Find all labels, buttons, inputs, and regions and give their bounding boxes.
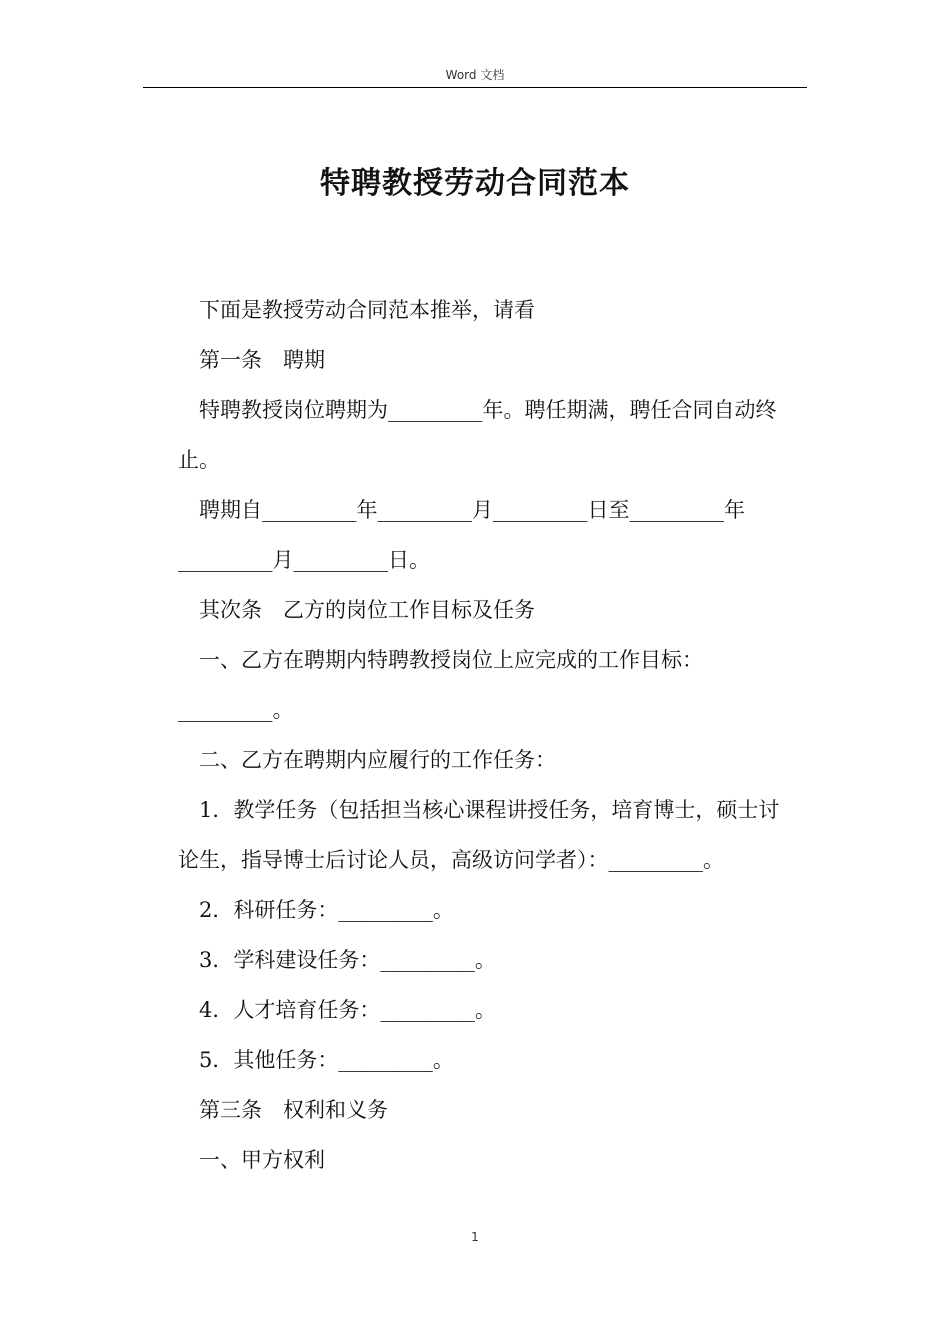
document-body (178, 285, 800, 1185)
paragraph-work-goal: 一、乙方在聘期内特聘教授岗位上应完成的工作目标：_________。 (178, 648, 703, 722)
paragraph-task-talent: 4．人才培育任务：_________。 (199, 998, 496, 1022)
paragraph-intro: 下面是教授劳动合同范本推举，请看 (199, 298, 535, 322)
paragraph-task-teaching: 1．教学任务（包括担当核心课程讲授任务，培育博士，硕士讨论生，指导博士后讨论人员，高级访问学者）：_________。 (178, 798, 780, 872)
document-title: 特聘教授劳动合同范本 (320, 166, 630, 201)
paragraph-term-years: 特聘教授岗位聘期为_________年。聘任期满，聘任合同自动终止。 (178, 398, 777, 472)
paragraph-task-other: 5．其他任务：_________。 (199, 1048, 454, 1072)
paragraph-work-tasks: 二、乙方在聘期内应履行的工作任务： (199, 748, 556, 772)
paragraph-article-1-heading: 第一条 聘期 (199, 348, 325, 372)
paragraph-party-a-rights: 一、甲方权利 (199, 1148, 325, 1172)
paragraph-task-research: 2．科研任务：_________。 (199, 898, 454, 922)
paragraph-term-dates: 聘期自_________年_________月_________日至_________年_________月_________日。 (178, 498, 745, 572)
page-header-label: Word 文档 (445, 68, 505, 82)
paragraph-article-3-heading: 第三条 权利和义务 (199, 1098, 388, 1122)
header-divider (143, 87, 807, 88)
page-number: 1 (471, 1230, 479, 1244)
paragraph-article-2-heading: 其次条 乙方的岗位工作目标及任务 (199, 598, 535, 622)
paragraph-task-discipline: 3．学科建设任务：_________。 (199, 948, 496, 972)
